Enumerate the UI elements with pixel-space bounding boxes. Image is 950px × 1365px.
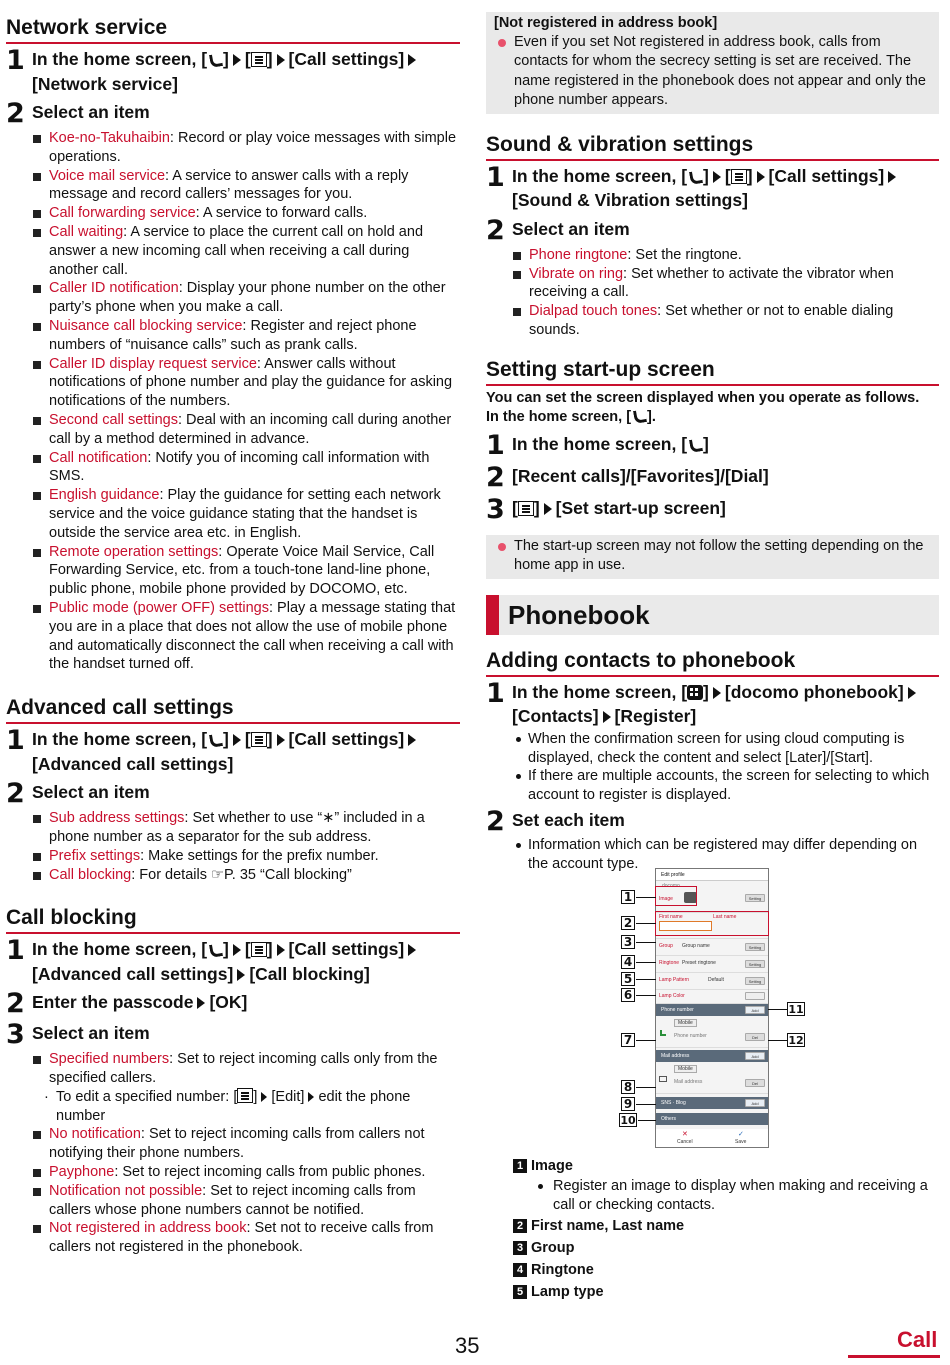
network-service-heading: Network service xyxy=(6,16,460,44)
save-button[interactable]: Save xyxy=(735,1139,747,1145)
arrow-right-icon xyxy=(261,1092,267,1102)
advanced-step-1: 1 In the home screen, [ ] [ ] [Call settings][Advanced call settings] xyxy=(6,727,460,776)
list-item: No notification: Set to reject incoming calls from callers not notifying their phone numbers. xyxy=(32,1125,460,1163)
callout-number: 2 xyxy=(621,916,635,930)
list-item: Caller ID notification: Display your phone number on the other party’s phone when you make a call. xyxy=(32,279,460,317)
adding-contacts-heading: Adding contacts to phonebook xyxy=(486,649,939,677)
step-number: 1 xyxy=(486,161,505,193)
sound-step-2: 2 Select an item xyxy=(486,214,630,246)
startup-step-3: 3 [ ] [Set start-up screen] xyxy=(486,493,726,525)
section-label: Call xyxy=(897,1327,938,1352)
sound-step-1: 1 In the home screen, [ ] [ ] [Call settings][Sound & Vibration settings] xyxy=(486,164,939,213)
arrow-right-icon xyxy=(713,687,721,699)
network-step-1: 1 In the home screen, [ ] [ ] [Call settings][Network service] xyxy=(6,47,460,96)
phone-icon xyxy=(687,169,703,184)
list-item: If there are multiple accounts, the screen for selecting to which account to register is displayed. xyxy=(512,767,939,805)
callout-number: 11 xyxy=(788,1003,804,1016)
step-number: 2 xyxy=(486,214,505,246)
callout-number: 12 xyxy=(788,1034,804,1047)
legend-item: 2 First name, Last name xyxy=(513,1215,939,1237)
apps-icon xyxy=(687,685,703,700)
list-item: Call notification: Notify you of incoming call information with SMS. xyxy=(32,449,460,487)
arrow-right-icon xyxy=(408,734,416,746)
callout-number: 7 xyxy=(621,1033,635,1047)
arrow-right-icon xyxy=(237,969,245,981)
left-column xyxy=(6,0,460,1257)
list-item: Prefix settings: Make settings for the prefix number. xyxy=(32,847,460,866)
call-blocking-list xyxy=(32,1050,460,1257)
phone-icon xyxy=(660,1030,666,1036)
list-item: Dialpad touch tones: Set whether or not to enable dialing sounds. xyxy=(512,302,939,340)
arrow-right-icon xyxy=(757,171,765,183)
phone-icon xyxy=(687,437,703,452)
arrow-right-icon xyxy=(233,54,241,66)
right-column xyxy=(486,12,939,874)
callout-number: 6 xyxy=(621,988,635,1002)
startup-heading: Setting start-up screen xyxy=(486,358,939,386)
callout-number: 10 xyxy=(620,1114,636,1127)
list-item: Second call settings: Deal with an incoming call during another call by a method determined in advance. xyxy=(32,411,460,449)
list-item: Koe-no-Takuhaibin: Record or play voice messages with simple operations. xyxy=(32,129,460,167)
step-number: 3 xyxy=(486,493,505,525)
list-item: Sub address settings: Set whether to use “∗” included in a phone number as a separator for the sub address. xyxy=(32,809,460,847)
list-item: When the confirmation screen for using cloud computing is displayed, check the content and select [Later]/[Start]. xyxy=(512,730,939,768)
menu-icon xyxy=(251,732,267,747)
highlight-box xyxy=(655,886,697,906)
blocking-step-1: 1 In the home screen, [ ] [ ] [Call settings][Advanced call settings] [Call blocking] xyxy=(6,937,460,986)
phone-icon xyxy=(207,732,223,747)
phonebook-step1-notes xyxy=(512,730,939,805)
list-item: Not registered in address book: Set not to receive calls from callers not registered in the phonebook. xyxy=(32,1219,460,1257)
phonebook-banner: Phonebook xyxy=(486,595,939,635)
callout-number: 5 xyxy=(621,972,635,986)
step-number: 1 xyxy=(486,429,505,461)
list-item: Call forwarding service: A service to forward calls. xyxy=(32,204,460,223)
check-icon: ✓ xyxy=(738,1131,744,1138)
blocking-step-3: 3 Select an item xyxy=(6,1019,150,1051)
phonebook-step-2: 2 Set each item xyxy=(486,805,625,837)
step-number: 3 xyxy=(6,1019,25,1051)
arrow-right-icon xyxy=(544,503,552,515)
step-number: 2 xyxy=(486,461,505,493)
arrow-right-icon xyxy=(908,687,916,699)
list-item: English guidance: Play the guidance for setting each network service and the voice guidance stating that the handset is outside the service area etc. in English. xyxy=(32,486,460,542)
cancel-button[interactable]: Cancel xyxy=(677,1139,693,1145)
step-number: 2 xyxy=(6,988,25,1020)
advanced-step-2: 2 Select an item xyxy=(6,778,150,810)
highlight-box xyxy=(655,911,769,936)
step-number: 1 xyxy=(6,725,25,757)
legend-item: 1 Image xyxy=(513,1155,939,1177)
list-item: Specified numbers: Set to reject incoming calls only from the specified callers. · To edit a specified number: [ ] [Edit] edit the phone number xyxy=(32,1050,460,1125)
arrow-right-icon xyxy=(277,944,285,956)
legend-item: 5 Lamp type xyxy=(513,1281,939,1303)
step-number: 1 xyxy=(486,677,505,709)
arrow-right-icon xyxy=(713,171,721,183)
advanced-call-heading: Advanced call settings xyxy=(6,696,460,724)
step-number: 2 xyxy=(6,778,25,810)
list-item: Information which can be registered may differ depending on the account type. xyxy=(512,836,939,874)
sound-list xyxy=(512,246,939,340)
list-item: Payphone: Set to reject incoming calls from public phones. xyxy=(32,1163,460,1182)
phone-icon xyxy=(631,408,647,423)
callout-number: 4 xyxy=(621,955,635,969)
arrow-right-icon xyxy=(308,1092,314,1102)
step-number: 1 xyxy=(6,45,25,76)
blocking-step-2: 2 Enter the passcode [OK] xyxy=(6,988,248,1020)
list-item: Remote operation settings: Operate Voice Mail Service, Call Forwarding Service, etc. from a touch-tone land-line phone, public phone, mobile phone provided by DOCOMO, etc. xyxy=(32,543,460,599)
list-item: Vibrate on ring: Set whether to activate the vibrator when receiving a call. xyxy=(512,265,939,303)
list-item: Call waiting: A service to place the current call on hold and answer a new incoming call when receiving a call during another call. xyxy=(32,223,460,279)
field-legend xyxy=(513,1155,939,1303)
phone-icon xyxy=(207,942,223,957)
network-service-list xyxy=(32,129,460,674)
step-number: 2 xyxy=(6,98,25,129)
list-item: Voice mail service: A service to answer calls with a reply message and record callers’ messages for you. xyxy=(32,167,460,205)
callout-number: 1 xyxy=(621,890,635,904)
callout-number: 8 xyxy=(621,1080,635,1094)
menu-icon xyxy=(731,169,747,184)
step-number: 2 xyxy=(486,805,505,837)
mail-icon xyxy=(659,1076,667,1082)
arrow-right-icon xyxy=(603,711,611,723)
close-icon: ✕ xyxy=(682,1131,688,1138)
startup-intro: You can set the screen displayed when you operate as follows. In the home screen, [ ]. xyxy=(486,389,920,426)
edit-profile-screenshot: Edit profile docomo Image Setting First name Last name Group Group name Setting Ringtone Preset ringtone Setting Lamp Pattern Default Setting Lamp Color Phone number Add Mobile Phone number Del Mail address Add Mobile Mail address Del SNS · Blog Add Others Cancel Save ✕ ✓ xyxy=(655,868,769,1148)
legend-item: 4 Ringtone xyxy=(513,1259,939,1281)
callout-number: 9 xyxy=(621,1097,635,1111)
menu-icon xyxy=(518,501,534,516)
arrow-right-icon xyxy=(888,171,896,183)
startup-step-1: 1 In the home screen, [ ] xyxy=(486,429,709,461)
sub-note: · To edit a specified number: [ ] [Edit] edit the phone number xyxy=(32,1088,460,1126)
section-underline xyxy=(848,1355,940,1358)
legend-description: Register an image to display when making and receiving a call or checking contacts. xyxy=(513,1177,939,1215)
arrow-right-icon xyxy=(408,944,416,956)
list-item: Phone ringtone: Set the ringtone. xyxy=(512,246,939,265)
list-item: Caller ID display request service: Answer calls without notifications of phone number and play the guidance for asking notifications of the numbers. xyxy=(32,355,460,411)
arrow-right-icon xyxy=(233,944,241,956)
step-number: 1 xyxy=(6,935,25,967)
menu-icon xyxy=(237,1088,253,1103)
phonebook-step-1: 1 In the home screen, [ ] [docomo phonebook][Contacts] [Register] xyxy=(486,680,939,729)
sound-heading: Sound & vibration settings xyxy=(486,133,939,161)
callout-number: 3 xyxy=(621,935,635,949)
legend-item: 3 Group xyxy=(513,1237,939,1259)
arrow-right-icon xyxy=(233,734,241,746)
list-item: Call blocking: For details ☞P. 35 “Call blocking” xyxy=(32,866,460,885)
arrow-right-icon xyxy=(408,54,416,66)
arrow-right-icon xyxy=(277,54,285,66)
account-label: docomo xyxy=(662,883,680,889)
page-number: 35 xyxy=(455,1333,480,1358)
arrow-right-icon xyxy=(197,997,205,1009)
phone-icon xyxy=(207,52,223,67)
list-item: Nuisance call blocking service: Register and reject phone numbers of “nuisance calls” such as prank calls. xyxy=(32,317,460,355)
startup-note: The start-up screen may not follow the setting depending on the home app in use. xyxy=(486,535,939,579)
not-registered-note: [Not registered in address book] Even if you set Not registered in address book, calls from contacts for whom the secrecy setting is set are received. The name registered in the phonebook does not appear and only the phone number appears. xyxy=(486,12,939,114)
menu-icon xyxy=(251,52,267,67)
startup-step-2: 2 [Recent calls]/[Favorites]/[Dial] xyxy=(486,461,769,493)
list-item: Public mode (power OFF) settings: Play a message stating that you are in a place that does not allow the use of mobile phone and automatically disconnect the call when receiving a call with the handset turned off. xyxy=(32,599,460,674)
list-item: Notification not possible: Set to reject incoming calls from callers whose phone numbers cannot be notified. xyxy=(32,1182,460,1220)
menu-icon xyxy=(251,942,267,957)
arrow-right-icon xyxy=(277,734,285,746)
network-step-2: 2 Select an item xyxy=(6,98,150,129)
edit-profile-title: Edit profile xyxy=(656,869,768,881)
advanced-call-list xyxy=(32,809,460,884)
call-blocking-heading: Call blocking xyxy=(6,906,460,934)
